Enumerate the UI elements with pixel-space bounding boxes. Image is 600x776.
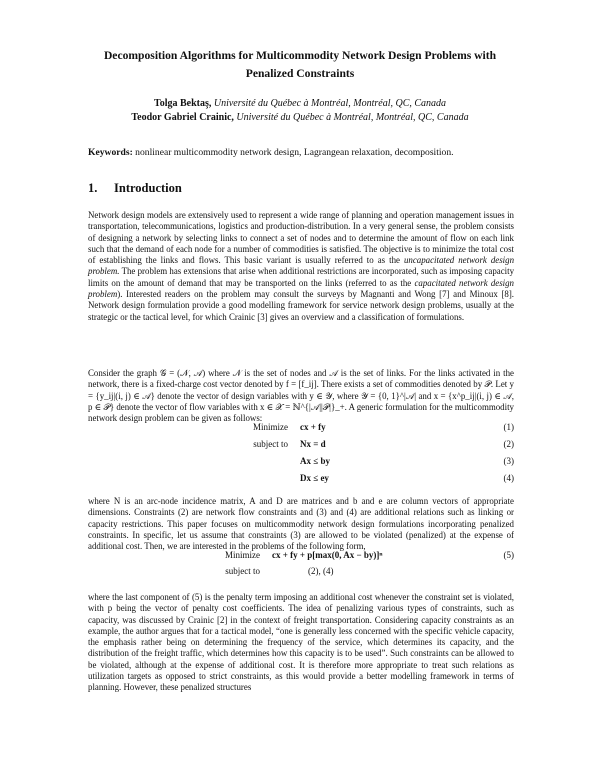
author-affiliation: Université du Québec à Montréal, Montréal, QC, Canada <box>236 112 469 123</box>
eq-label: Minimize <box>225 550 260 560</box>
paragraph-2: Consider the graph 𝒢 = (𝒩, 𝒜) where 𝒩 is the set of nodes and 𝒜 is the set of links. For the links activated in the network, there is a fixed-charge cost vector denoted by f = [f_ij]. There exists a set of commodities denoted by 𝒫. Let y = {y_ij|(i, j) ∈ 𝒜} denote the vector of design variables with y ∈ 𝒴, where 𝒴 = {0, 1}^|𝒜| and x = {x^p_ij|(i, j) ∈ 𝒜, p ∈ 𝒫} denote the vector of flow variables with x ∈ 𝒳 = ℕ^{|𝒜||𝒫|}_+. A generic formulation for the multicommodity network design problem can be given as follows: <box>88 368 514 424</box>
equation-number: (2) <box>503 439 514 449</box>
paragraph-text: Network design models are extensively used to represent a wide range of planning and operation management issues in transportation, telecommunications, logistics and production-distribution. In a very general sense, the problem consists of designing a network by selecting links to connect a set of nodes and to determine the amount of flow on each link such that the demand of each node for a number of commodities is satisfied. The objective is to minimize the total cost of establishing the links and flows. This basic variant is usually referred to as the <box>88 210 514 266</box>
equation: cx + fy <box>300 422 326 432</box>
equation: Nx = d <box>300 439 326 449</box>
section-number: 1. <box>88 181 98 195</box>
paragraph-3: where N is an arc-node incidence matrix, A and D are matrices and b and e are column vectors of appropriate dimensions. Constraints (2) are network flow constraints and (3) and (4) are additional relations such as linking or capacity restrictions. This paper focuses on multicommodity network design formulations incorporating penalized constraints. In specific, let us assume that constraints (3) are allowed to be violated (penalized) at the expense of additional cost. Then, we are interested in the problems of the following form, <box>88 496 514 552</box>
equation-number: (4) <box>503 473 514 483</box>
eq-label: subject to <box>253 439 288 449</box>
emphasis-text: uncapacitated network design problem. <box>88 255 515 277</box>
equation: (2), (4) <box>308 566 334 576</box>
paragraph-text: The problem has extensions that arise when additional restrictions are incorporated, such as imposing capacity limits on the amount of demand that may be transported on the links (referred to as the <box>88 266 515 288</box>
paragraph-text: ). Interested readers on the problem may consult the surveys by Magnanti and Wong [7] and Minoux [8]. Network design formulation provide a good modelling framework for service network design problems, usually at the strategic or the tactical level, for which Crainic [3] gives an overview and a classification of formulations. <box>88 289 514 322</box>
paper-title-line-2: Penalized Constraints <box>245 67 355 80</box>
author-line-2 <box>60 110 540 125</box>
eq-label: Minimize <box>253 422 288 432</box>
eq-label: subject to <box>225 566 260 576</box>
equation-number: (1) <box>503 422 514 432</box>
author-affiliation: Université du Québec à Montréal, Montréal, QC, Canada <box>213 98 447 109</box>
section-title: Introduction <box>114 181 182 195</box>
keywords <box>88 147 528 158</box>
equation-number: (3) <box>503 456 514 466</box>
author-name: Tolga Bektaş, <box>153 98 212 109</box>
emphasis-text: capacitated network design problem <box>88 277 514 300</box>
keywords-label: Keywords: <box>88 147 133 158</box>
equation: cx + fy + p[max(0, Ax − by)]ⁿ <box>272 550 383 560</box>
author-name: Teodor Gabriel Crainic, <box>131 112 234 123</box>
equation-number: (5) <box>503 550 514 560</box>
author-line-1 <box>60 96 540 111</box>
paper-title-line-1: Decomposition Algorithms for Multicommodity Network Design Problems with <box>103 49 497 62</box>
paragraph-1 <box>88 210 514 323</box>
keywords-text: nonlinear multicommodity network design, Lagrangean relaxation, decomposition. <box>135 147 454 158</box>
equation: Dx ≤ ey <box>300 473 329 483</box>
section-heading <box>88 181 182 196</box>
equation: Ax ≤ by <box>300 456 330 466</box>
paragraph-4: where the last component of (5) is the penalty term imposing an additional cost whenever the constraint set is violated, with p being the vector of penalty cost coefficients. The idea of penalizing various types of constraints, such as capacity, was discussed by Crainic [2] in the context of freight transportation. Considering capacity constraints as an example, the author argues that for a tactical model, “one is generally less concerned with the specific vehicle capacity, the emphasis rather being on determining the frequency of the service, which determines its capacity, and the distribution of the freight traffic, which determines how this capacity is to be used”. Such constraints can be allowed to be violated, although at the expense of additional cost. It is therefore more appropriate to treat such relations as utilization targets as opposed to strict constraints, as this would provide a better modelling framework in terms of planning. However, these penalized structures <box>88 592 514 693</box>
